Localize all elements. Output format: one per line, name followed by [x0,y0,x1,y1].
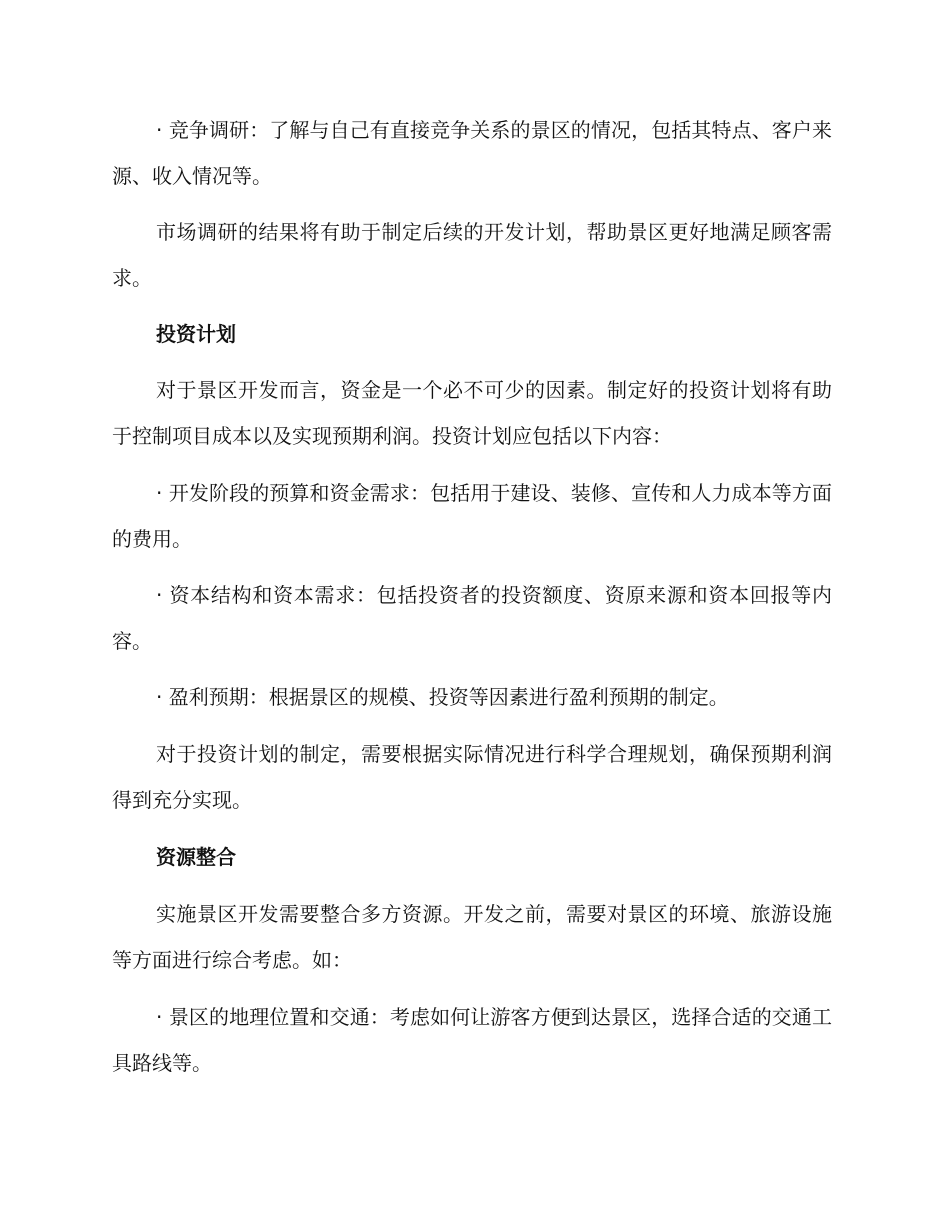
bullet-capital-structure: · 资本结构和资本需求：包括投资者的投资额度、资原来源和资本回报等内容。 [112,583,832,653]
bullet-location-transport: · 景区的地理位置和交通：考虑如何让游客方便到达景区，选择合适的交通工具路线等。 [112,1005,832,1075]
paragraph-market-research-result: 市场调研的结果将有助于制定后续的开发计划，帮助景区更好地满足顾客需求。 [112,220,832,290]
paragraph-resource-intro: 实施景区开发需要整合多方资源。开发之前，需要对景区的环境、旅游设施等方面进行综合考虑。如： [112,902,832,972]
heading-resource-integration: 资源整合 [156,845,236,869]
bullet-competition-research: · 竞争调研：了解与自己有直接竞争关系的景区的情况，包括其特点、客户来源、收入情况等。 [112,118,832,188]
paragraph-investment-intro: 对于景区开发而言，资金是一个必不可少的因素。制定好的投资计划将有助于控制项目成本以及实现预期利润。投资计划应包括以下内容： [112,378,832,448]
paragraph-investment-conclusion: 对于投资计划的制定，需要根据实际情况进行科学合理规划，确保预期利润得到充分实现。 [112,742,832,812]
bullet-profit-expectation: · 盈利预期：根据景区的规模、投资等因素进行盈利预期的制定。 [156,685,729,709]
bullet-development-budget: · 开发阶段的预算和资金需求：包括用于建设、装修、宣传和人力成本等方面的费用。 [112,481,832,551]
heading-investment-plan: 投资计划 [156,322,236,346]
